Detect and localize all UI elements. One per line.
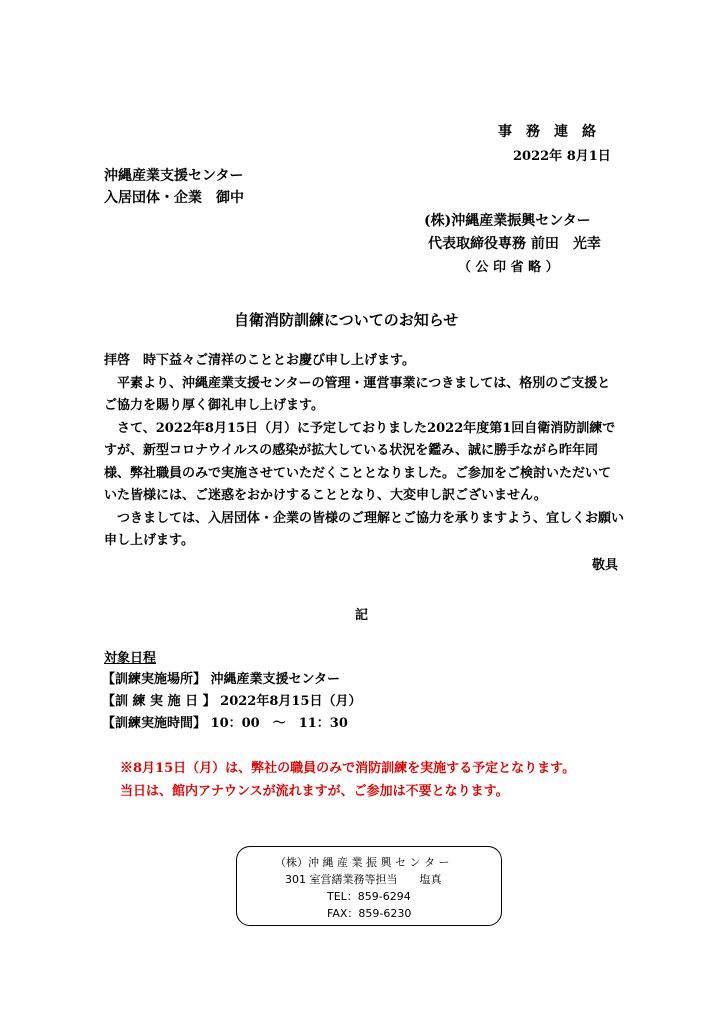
schedule-date: 【訓 練 実 施 日 】 2022年8月15日（月） (102, 694, 362, 709)
recipient-line-1: 沖縄産業支援センター (104, 168, 244, 184)
body-text (104, 350, 624, 553)
body-line: ご協力を賜り厚く御礼申し上げます。 (104, 398, 324, 413)
notice-line-2: 当日は、館内アナウンスが流れますが、ご参加は不要となります。 (120, 784, 509, 799)
document-category: 事 務 連 絡 (498, 124, 596, 140)
sender-company: (株)沖縄産業振興センター (424, 213, 591, 229)
recipient-line-2: 入居団体・企業 御中 (104, 190, 244, 206)
closing-keigu: 敬具 (592, 558, 619, 573)
contact-department: 301 室営繕業務等担当 塩真 (285, 873, 442, 886)
body-line: 様、弊社職員のみで実施させていただくこととなりました。ご参加をご検討いただいて (104, 465, 612, 481)
seal-omitted-note: （ 公 印 省 略 ） (458, 260, 559, 275)
body-line: 申し上げます。 (104, 533, 194, 548)
ki-marker: 記 (355, 608, 369, 623)
contact-fax: FAX：859-6230 (327, 907, 412, 920)
contact-tel: TEL：859-6294 (327, 890, 411, 903)
sender-representative: 代表取締役専務 前田 光幸 (428, 236, 601, 252)
body-line: 平素より、沖縄産業支援センターの管理・運営事業につきましては、格別のご支援と (104, 375, 611, 391)
schedule-place: 【訓練実施場所】 沖縄産業支援センター (102, 672, 341, 687)
schedule-time: 【訓練実施時間】 10：00 ～ 11：30 (102, 716, 348, 731)
body-line: すが、新型コロナウイルスの感染が拡大している状況を鑑み、誠に勝手ながら昨年同 (104, 443, 599, 458)
body-line: さて、2022年8月15日（月）に予定しておりました2022年度第1回自衛消防訓練で (104, 420, 616, 436)
contact-company: （株）沖 縄 産 業 振 興 セ ン タ ー (275, 856, 450, 869)
body-line: 拝啓 時下益々ご清祥のこととお慶び申し上げます。 (104, 353, 415, 368)
notice-line-1: ※8月15日（月）は、弊社の職員のみで消防訓練を実施する予定となります。 (120, 761, 576, 776)
document-date: 2022年 8月1日 (513, 149, 611, 164)
body-line: いた皆様には、ご迷惑をおかけすることとなり、大変申し訳ございません。 (104, 488, 547, 503)
body-line: つきましては、入居団体・企業の皆様のご理解とご協力を承りますよう、宜しくお願い (104, 510, 625, 526)
page-title: 自衛消防訓練についてのお知らせ (234, 311, 459, 329)
schedule-heading: 対象日程 (104, 651, 157, 666)
contact-box (236, 846, 502, 926)
